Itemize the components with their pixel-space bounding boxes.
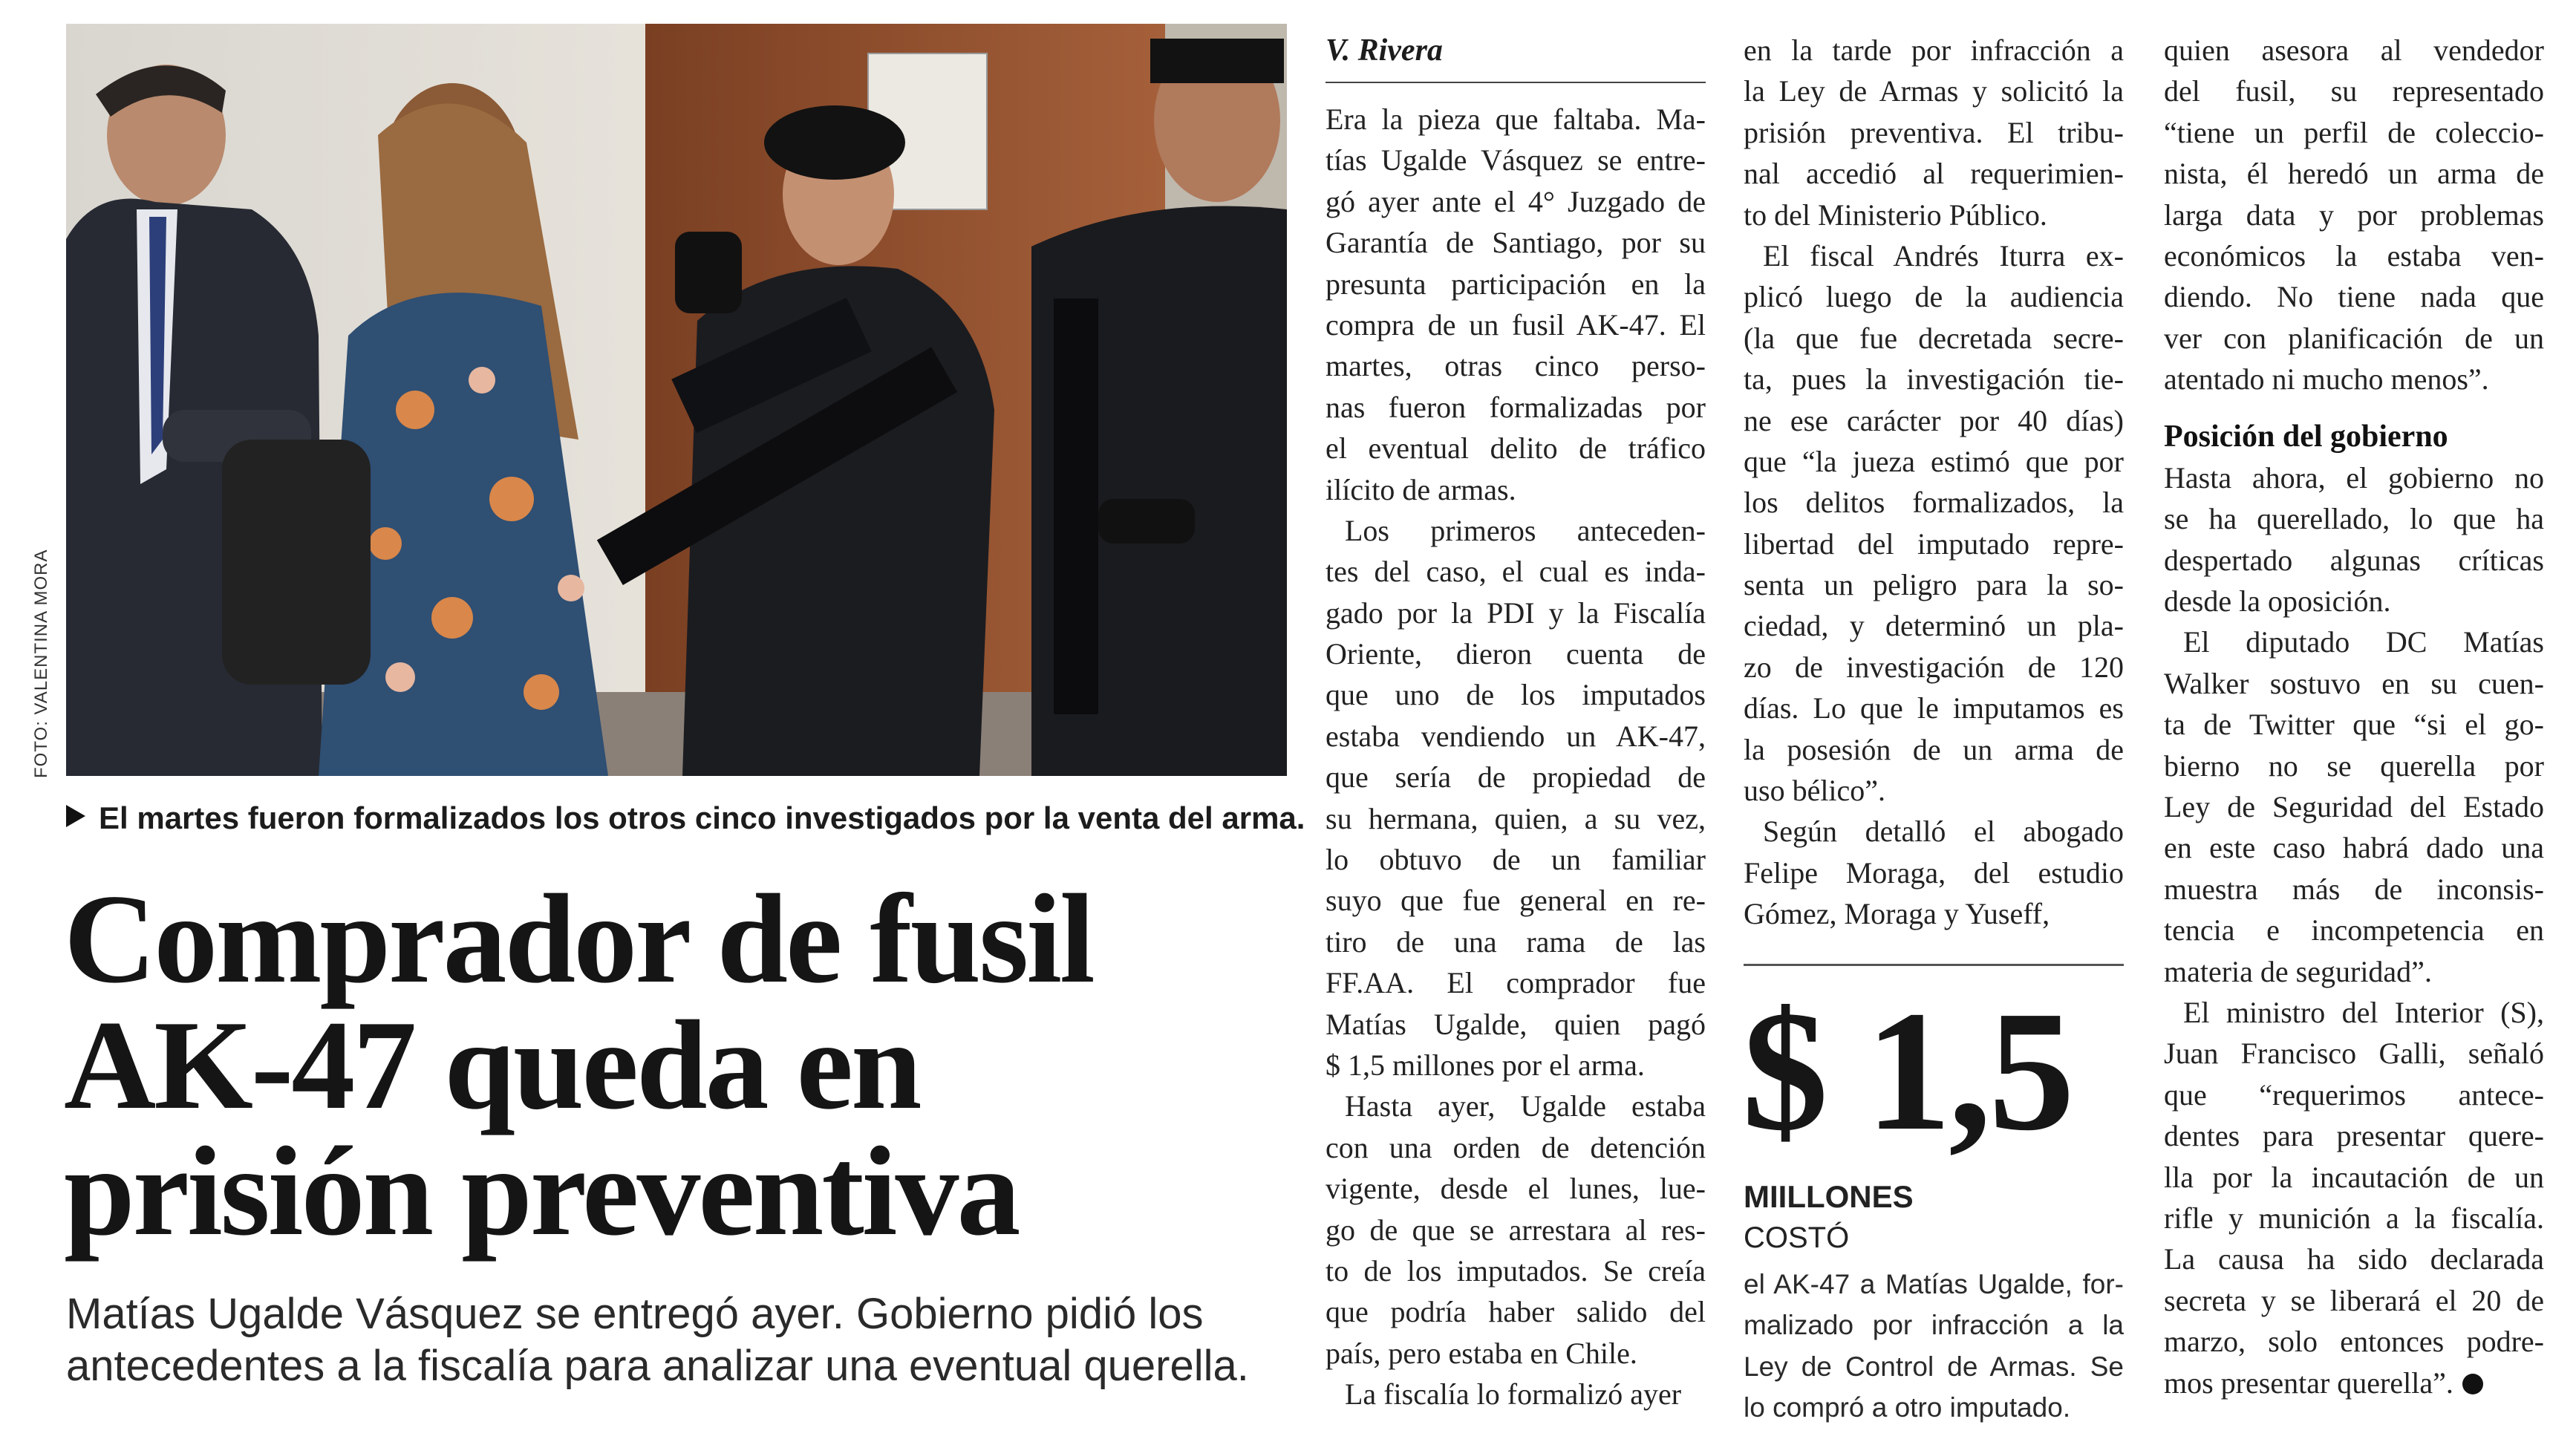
- text-line: ciedad, y determinó un pla-: [1744, 609, 2124, 643]
- text-line: que “requerimos antece-: [2164, 1077, 2544, 1112]
- text-line: vigente, desde el lunes, lue-: [1326, 1172, 1706, 1206]
- factbox-verb: COSTÓ: [1744, 1221, 1850, 1254]
- text-line: ta de Twitter que “si el go-: [2164, 708, 2544, 742]
- text-line: Hasta ahora, el gobierno no: [2164, 460, 2544, 495]
- text-line: zo de investigación de 120: [1744, 650, 2124, 684]
- photo-caption: [66, 800, 1305, 836]
- text-line: El ministro del Interior (S),: [2183, 995, 2544, 1029]
- caption-arrow-icon: [66, 805, 85, 827]
- text-line: que podría haber salido del: [1326, 1295, 1706, 1329]
- text-line: despertado algunas críticas: [2164, 543, 2544, 577]
- text-line: FF.AA. El comprador fue: [1326, 966, 1706, 1000]
- deck-line: antecedentes a la fiscalía para analizar una eventual querella.: [66, 1342, 1249, 1390]
- text-line: nal accedió al requerimien-: [1744, 157, 2124, 191]
- text-line: quien asesora al vendedor: [2164, 33, 2544, 67]
- text-line: ne ese carácter por 40 días): [1744, 403, 2124, 437]
- factbox-line: malizado por infracción a la: [1744, 1310, 2124, 1341]
- text-line: nas fueron formalizadas por: [1326, 390, 1706, 424]
- text-line: compra de un fusil AK-47. El: [1326, 307, 1706, 342]
- article-column-2: [1744, 30, 2124, 935]
- text-line: mos presentar querella”.: [2164, 1363, 2544, 1403]
- text-line: El fiscal Andrés Iturra ex-: [1763, 238, 2124, 273]
- paragraph-spacer: [2164, 400, 2544, 417]
- article-column-3: [2164, 30, 2544, 1403]
- text-line: Hasta ayer, Ugalde estaba: [1345, 1089, 1706, 1123]
- text-line: el eventual delito de tráfico: [1326, 431, 1706, 466]
- text-line: los delitos formalizados, la: [1744, 486, 2124, 520]
- text-line: suyo que fue general en re-: [1326, 884, 1706, 918]
- news-photo-illustration: [66, 24, 1287, 776]
- factbox-line: el AK-47 a Matías Ugalde, for-: [1744, 1269, 2124, 1299]
- text-line: tes del caso, el cual es inda-: [1326, 555, 1706, 589]
- text-line: to del Ministerio Público.: [1744, 198, 2047, 232]
- text-line: materia de seguridad”.: [2164, 954, 2432, 988]
- text-line: Garantía de Santiago, por su: [1326, 226, 1706, 260]
- text-line: La fiscalía lo formalizó ayer: [1345, 1377, 1682, 1412]
- byline-divider: [1326, 82, 1706, 83]
- deck: [66, 1288, 1299, 1392]
- text-line: en este caso habrá dado una: [2164, 831, 2544, 865]
- text-line: plicó luego de la audiencia: [1744, 280, 2124, 314]
- text-line: “tiene un perfil de coleccio-: [2164, 115, 2544, 149]
- end-of-article-icon: [2462, 1374, 2483, 1394]
- section-subhead: Posición del gobierno: [2164, 419, 2448, 454]
- text-line: tencia e incompetencia en: [2164, 913, 2544, 947]
- text-line: uso bélico”.: [1744, 774, 1886, 808]
- text-line: (la que fue decretada secre-: [1744, 321, 2124, 355]
- text-line: Juan Francisco Galli, señaló: [2164, 1037, 2544, 1071]
- text-line: ta, pues la investigación tie-: [1744, 362, 2124, 397]
- factbox-body: [1744, 1264, 2124, 1429]
- photo-caption-text: El martes fueron formalizados los otros cinco investigados por la venta del arma.: [99, 800, 1305, 835]
- text-line: libertad del imputado repre-: [1744, 526, 2124, 561]
- text-line: ver con planificación de un: [2164, 321, 2544, 355]
- text-line: nista, él heredó un arma de: [2164, 157, 2544, 191]
- text-line: se ha querellado, lo que ha: [2164, 502, 2544, 536]
- text-line: país, pero estaba en Chile.: [1326, 1336, 1637, 1370]
- byline: V. Rivera: [1326, 33, 1443, 68]
- headline-line: Comprador de fusil: [64, 869, 1093, 1010]
- text-line: to de los imputados. Se creía: [1326, 1253, 1706, 1288]
- text-line: ilícito de armas.: [1326, 472, 1516, 506]
- text-line: $ 1,5 millones por el arma.: [1326, 1048, 1645, 1082]
- text-line: tiro de una rama de las: [1326, 924, 1706, 959]
- text-line: la posesión de un arma de: [1744, 732, 2124, 766]
- text-line: go de que se arrestara al res-: [1326, 1213, 1706, 1247]
- article-column-1: [1326, 99, 1706, 1415]
- text-line: atentado ni mucho menos”.: [2164, 362, 2489, 397]
- text-line: que uno de los imputados: [1326, 678, 1706, 712]
- text-line: dentes para presentar quere-: [2164, 1119, 2544, 1153]
- headline-line: AK-47 queda en: [64, 995, 920, 1136]
- text-line: bierno no se querella por: [2164, 748, 2544, 783]
- text-line: prisión preventiva. El tribu-: [1744, 115, 2124, 149]
- text-line: desde la oposición.: [2164, 584, 2391, 619]
- text-line: Matías Ugalde, quien pagó: [1326, 1007, 1706, 1041]
- text-line: marzo, solo entonces podre-: [2164, 1325, 2544, 1359]
- text-line: La causa ha sido declarada: [2164, 1242, 2544, 1276]
- text-line: Felipe Moraga, del estudio: [1744, 855, 2124, 890]
- text-line: económicos la estaba ven-: [2164, 238, 2544, 273]
- text-line: Gómez, Moraga y Yuseff,: [1744, 897, 2050, 931]
- text-line: Oriente, dieron cuenta de: [1326, 637, 1706, 671]
- text-line: lla por la incautación de un: [2164, 1160, 2544, 1194]
- factbox-line: Ley de Control de Armas. Se: [1744, 1351, 2124, 1382]
- text-line: presunta participación en la: [1326, 267, 1706, 301]
- text-line: gado por la PDI y la Fiscalía: [1326, 595, 1706, 630]
- photo-credit: FOTO: VALENTINA MORA: [31, 549, 51, 778]
- text-line: tías Ugalde Vásquez se entre-: [1326, 143, 1706, 177]
- text-line: del fusil, su representado: [2164, 74, 2544, 108]
- text-line: larga data y por problemas: [2164, 198, 2544, 232]
- text-line: rifle y munición a la fiscalía.: [2164, 1201, 2544, 1235]
- text-line: senta un peligro para la so-: [1744, 568, 2124, 602]
- text-line: Los primeros anteceden-: [1345, 513, 1706, 547]
- text-line: que sería de propiedad de: [1326, 760, 1706, 794]
- text-line: que “la jueza estimó que por: [1744, 444, 2124, 478]
- text-line: Walker sostuvo en su cuen-: [2164, 666, 2544, 700]
- text-line: martes, otras cinco perso-: [1326, 349, 1706, 383]
- text-line: diendo. No tiene nada que: [2164, 280, 2544, 314]
- text-line: lo obtuvo de un familiar: [1326, 843, 1706, 877]
- text-line: gó ayer ante el 4° Juzgado de: [1326, 184, 1706, 218]
- headline-line: prisión preventiva: [64, 1121, 1019, 1262]
- headline: [64, 869, 1289, 1262]
- text-line: secreta y se liberará el 20 de: [2164, 1283, 2544, 1317]
- text-line: días. Lo que le imputamos es: [1744, 691, 2124, 725]
- text-line: su hermana, quien, a su vez,: [1326, 801, 1706, 835]
- factbox-unit: MIILLONES: [1744, 1179, 1914, 1214]
- factbox-figure: $ 1,5: [1742, 976, 2072, 1166]
- text-line: estaba vendiendo un AK-47,: [1326, 719, 1706, 753]
- deck-line: Matías Ugalde Vásquez se entregó ayer. Gobierno pidió los: [66, 1290, 1204, 1338]
- text-line: la Ley de Armas y solicitó la: [1744, 74, 2124, 108]
- text-line: Ley de Seguridad del Estado: [2164, 790, 2544, 824]
- text-line: en la tarde por infracción a: [1744, 33, 2124, 67]
- text-line: Era la pieza que faltaba. Ma-: [1326, 102, 1706, 136]
- text-line: con una orden de detención: [1326, 1130, 1706, 1164]
- factbox-line: lo compró a otro imputado.: [1744, 1392, 2071, 1423]
- text-line: El diputado DC Matías: [2183, 625, 2544, 659]
- news-photo: [66, 24, 1287, 776]
- text-line: muestra más de inconsis-: [2164, 872, 2544, 906]
- factbox-divider: [1744, 964, 2124, 966]
- text-line: Según detalló el abogado: [1763, 815, 2124, 849]
